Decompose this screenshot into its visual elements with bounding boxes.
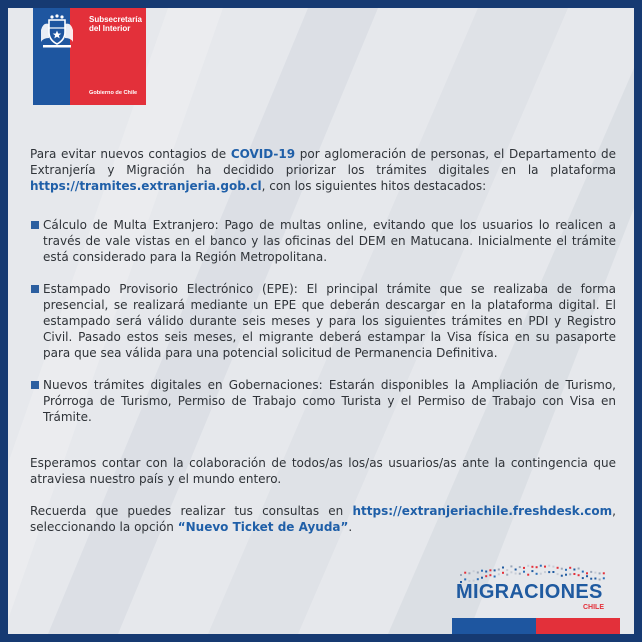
dot-mark — [481, 570, 483, 572]
dot-mark — [565, 574, 567, 576]
dot-mark — [494, 576, 496, 578]
tramites-link[interactable]: https://tramites.extranjeria.gob.cl — [30, 179, 262, 193]
dot-mark — [569, 573, 571, 575]
dot-mark — [494, 569, 496, 571]
dot-mark — [536, 566, 538, 568]
dot-mark — [519, 566, 521, 568]
bullet-square-icon — [31, 381, 39, 389]
dot-mark — [519, 573, 521, 575]
announcement-body — [30, 146, 616, 535]
list-item-text: Nuevos trámites digitales en Gobernaciones: Estarán disponibles la Ampliación de Turismo, Prórroga de Turismo, Permiso de Trabajo como Turista y el Permiso de Trabajo con Visa en Trámite. — [43, 378, 616, 424]
milestones-list — [30, 217, 616, 425]
dot-mark — [527, 565, 529, 567]
dot-mark — [582, 577, 584, 579]
intro-text-2: por aglomeración de personas, el Departamento de Extranjería y Migración ha decidido priorizar los trámites digitales en la plataforma — [30, 147, 616, 177]
contact-text-2: , seleccionando la opción — [30, 504, 616, 534]
contact-text-1: Recuerda que puedes realizar tus consultas en — [30, 504, 353, 518]
dot-mark — [468, 572, 470, 574]
dot-mark — [590, 578, 592, 580]
flag-red-segment — [536, 618, 620, 634]
dot-mark — [523, 567, 525, 569]
list-item-text: Cálculo de Multa Extranjero: Pago de multas online, evitando que los usuarios lo realicen a través de vale vistas en el banco y las oficinas del DEM en Matucana. Inicialmente el trámite está considerado para la Región Metropolitana. — [43, 218, 616, 264]
migraciones-wordmark: MIGRACIONES — [456, 581, 603, 603]
contact-text-3: . — [348, 520, 353, 534]
dot-mark — [506, 574, 508, 576]
dot-mark — [523, 571, 525, 573]
dot-mark — [590, 571, 592, 573]
dot-mark — [510, 565, 512, 567]
dot-mark — [515, 573, 517, 575]
migraciones-country: CHILE — [583, 604, 604, 611]
closing-paragraph: Esperamos contar con la colaboración de todos/as los/as usuarios/as ante la contingencia que atraviesa nuestro país y el mundo entero. — [30, 456, 616, 486]
dot-mark — [586, 575, 588, 577]
dot-mark — [477, 578, 479, 580]
dot-mark — [531, 566, 533, 568]
dot-mark — [565, 569, 567, 571]
list-item — [30, 217, 616, 265]
dot-mark — [477, 572, 479, 574]
dot-mark — [489, 574, 491, 576]
chile-coat-of-arms-icon — [37, 14, 77, 50]
dot-mark — [460, 574, 462, 576]
dot-mark — [544, 566, 546, 568]
intro-text-3: , con los siguientes hitos destacados: — [261, 179, 487, 193]
dot-mark — [473, 570, 475, 572]
dot-mark — [561, 568, 563, 570]
dot-mark — [498, 569, 500, 571]
dot-mark — [569, 567, 571, 569]
intro-paragraph — [30, 146, 616, 194]
dot-mark — [557, 567, 559, 569]
dot-mark — [489, 569, 491, 571]
covid-highlight: COVID-19 — [230, 147, 296, 161]
flag-color-bar — [452, 618, 620, 634]
dot-mark — [578, 574, 580, 576]
dot-mark — [561, 575, 563, 577]
dot-mark — [506, 569, 508, 571]
logo-title: Subsecretaría del Interior — [89, 15, 142, 33]
dot-mark — [548, 571, 550, 573]
dot-mark — [544, 571, 546, 573]
bullet-square-icon — [31, 285, 39, 293]
dot-mark — [548, 565, 550, 567]
dot-mark — [510, 571, 512, 573]
freshdesk-link[interactable]: https://extranjeriachile.freshdesk.com — [352, 504, 613, 518]
announcement-panel — [8, 8, 634, 634]
dot-mark — [573, 569, 575, 571]
dot-mark — [485, 575, 487, 577]
list-item — [30, 377, 616, 425]
dot-mark — [594, 578, 596, 580]
dot-mark — [599, 572, 601, 574]
dot-mark — [582, 571, 584, 573]
dot-mark — [594, 572, 596, 574]
dot-mark — [540, 565, 542, 567]
intro-text-1: Para evitar nuevos contagios de — [30, 147, 231, 161]
contact-paragraph — [30, 503, 616, 535]
dot-mark — [557, 573, 559, 575]
dot-mark — [603, 577, 605, 579]
list-item — [30, 281, 616, 361]
dot-mark — [527, 574, 529, 576]
dot-mark — [531, 570, 533, 572]
dot-mark — [540, 573, 542, 575]
government-logo — [33, 8, 146, 105]
dot-mark — [552, 566, 554, 568]
dot-mark — [481, 577, 483, 579]
dot-mark — [485, 571, 487, 573]
dot-mark — [464, 572, 466, 574]
list-item-text: Estampado Provisorio Electrónico (EPE): El principal trámite que se realizaba de forma presencial, se realizará mediante un EPE que deberán descargar en la plataforma digital. El estampado será válido durante seis meses y para los siguientes trámites en PDI y Registro Civil. Pasado estos seis meses, el migrante deberá estampar la Visa física en su pasaporte para que sea válida para una potencial solicitud de Permanencia Definitiva. — [43, 282, 616, 360]
dot-mark — [536, 573, 538, 575]
dot-mark — [552, 571, 554, 573]
dot-mark — [603, 572, 605, 574]
dot-mark — [502, 572, 504, 574]
dot-mark — [502, 567, 504, 569]
flag-blue-segment — [452, 618, 536, 634]
bullet-square-icon — [31, 221, 39, 229]
dot-mark — [578, 568, 580, 570]
ticket-option: “Nuevo Ticket de Ayuda” — [177, 520, 349, 534]
dot-mark — [515, 569, 517, 571]
dot-mark — [586, 572, 588, 574]
logo-subtitle: Gobierno de Chile — [89, 90, 138, 96]
dot-mark — [498, 573, 500, 575]
dot-mark — [573, 573, 575, 575]
